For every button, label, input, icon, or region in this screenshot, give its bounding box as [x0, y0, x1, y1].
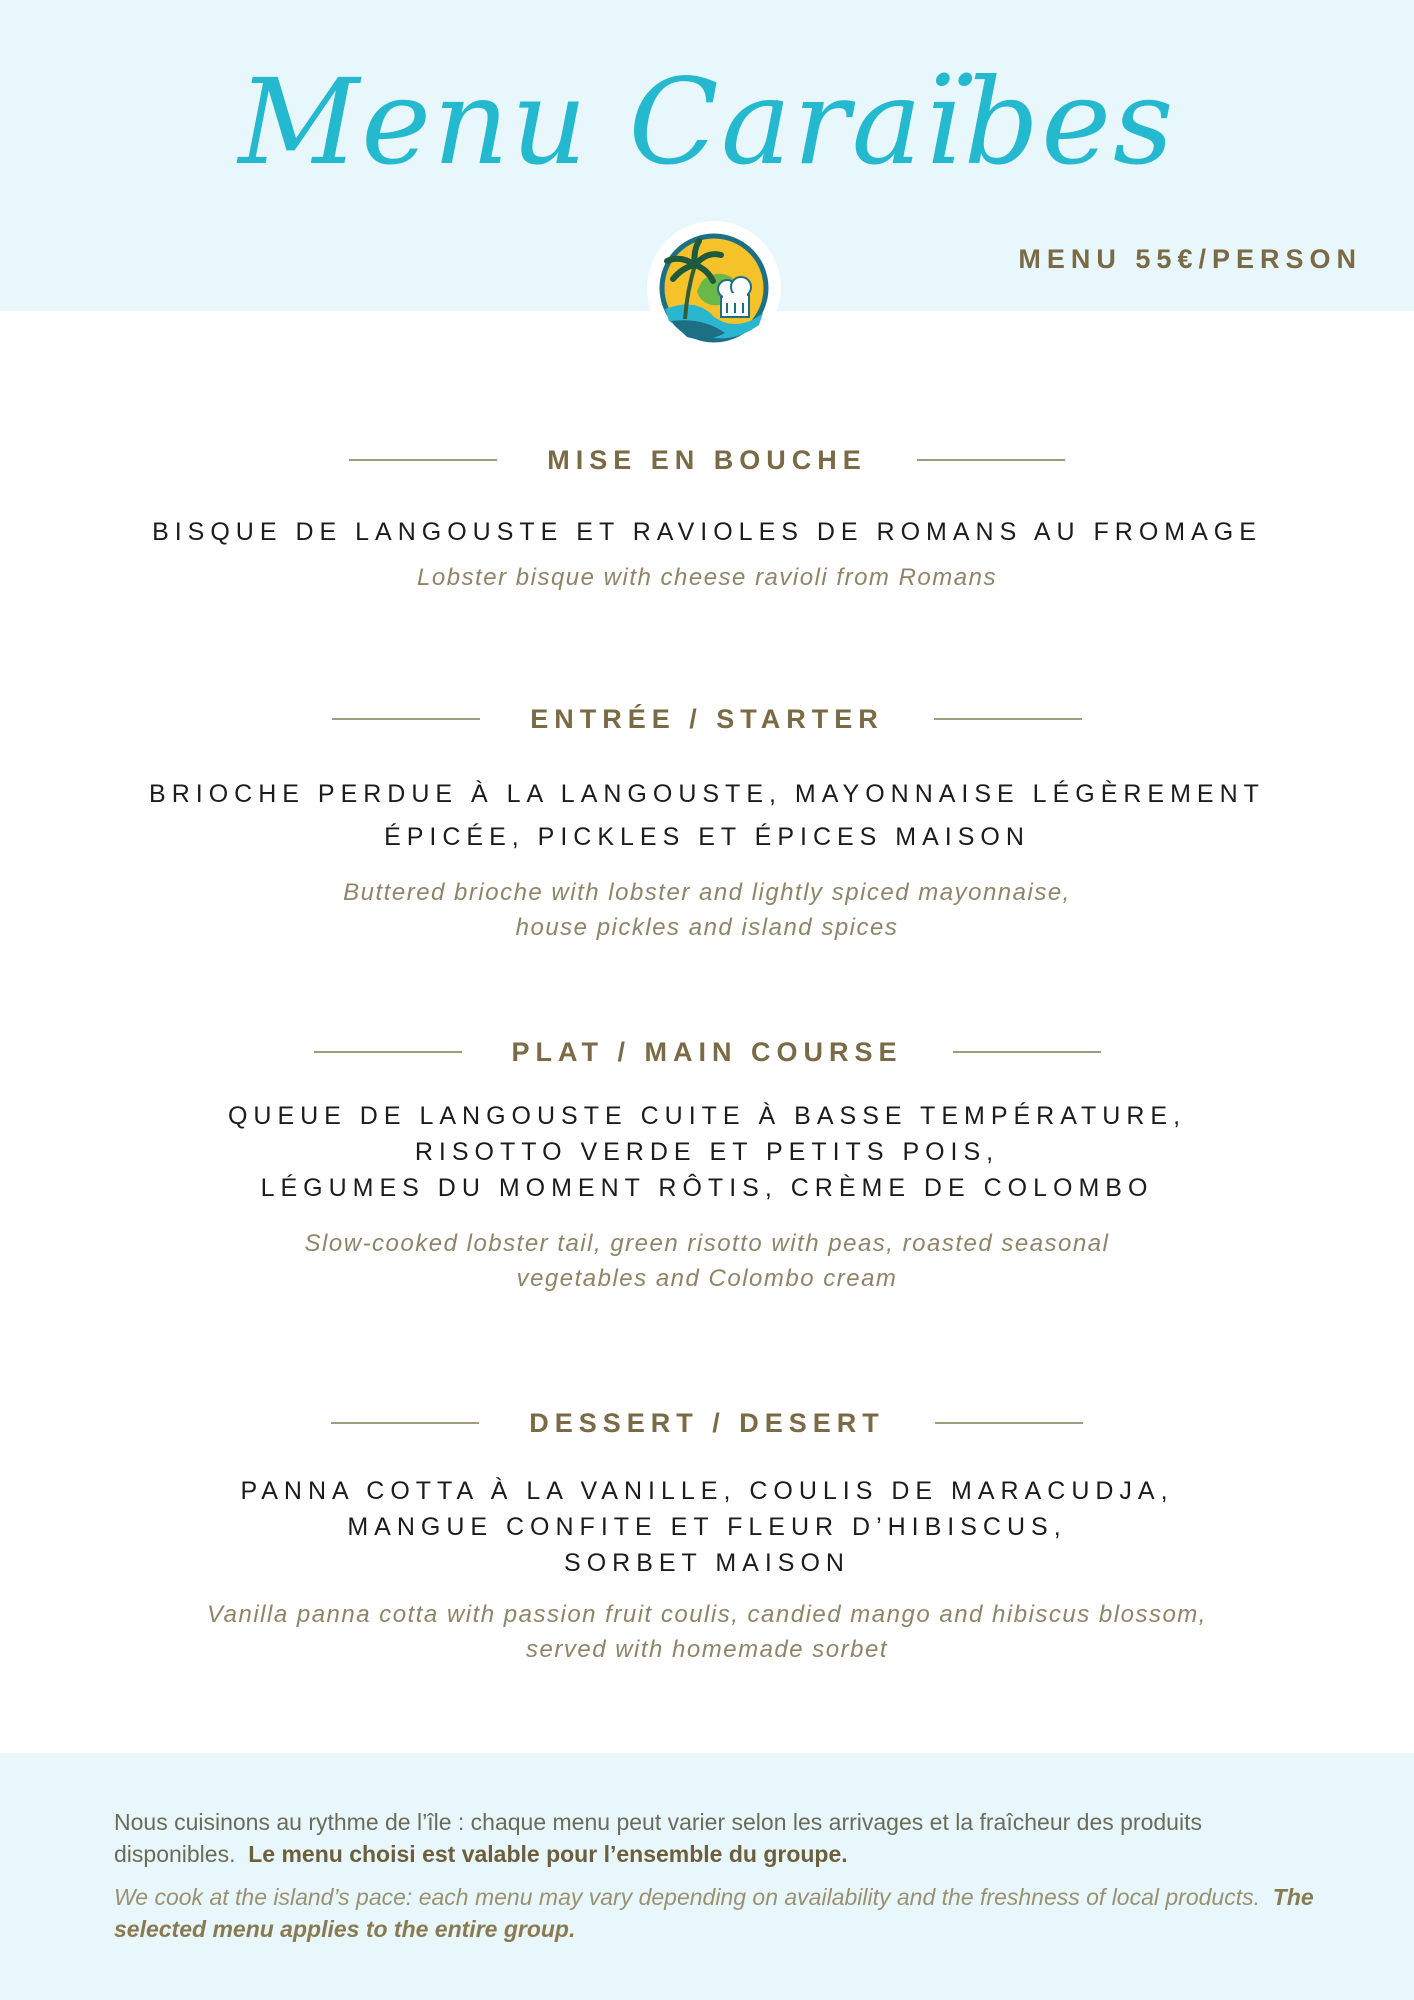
divider [935, 1422, 1083, 1424]
divider [953, 1051, 1101, 1053]
section-entree [0, 699, 1414, 945]
dish-english-line: Lobster bisque with cheese ravioli from Romans [417, 564, 997, 591]
footer-english-bold: The selected menu applies to the entire group. [114, 1884, 1314, 1942]
divider [349, 459, 497, 461]
divider [332, 718, 480, 720]
dish-french-line: MANGUE CONFITE ET FLEUR D’HIBISCUS, [347, 1513, 1067, 1541]
divider [917, 459, 1065, 461]
palm-island-chef-logo-icon [647, 221, 781, 355]
section-heading [0, 1403, 1414, 1443]
dish-english [0, 1597, 1414, 1667]
section-heading [0, 1032, 1414, 1072]
footer-french-text: Nous cuisinons au rythme de l’île : chaque menu peut varier selon les arrivages et la fraîcheur des produits disponibles. [114, 1809, 1202, 1867]
dish-french-line: ÉPICÉE, PICKLES ET ÉPICES MAISON [384, 823, 1030, 851]
dish-french [0, 514, 1414, 550]
section-title: MISE EN BOUCHE [547, 444, 867, 475]
footer-band [0, 1753, 1414, 2000]
dish-english-line: Buttered brioche with lobster and lightly spiced mayonnaise, [343, 879, 1071, 906]
dish-french [0, 1098, 1414, 1206]
menu-title: Menu Caraïbes [238, 53, 1176, 191]
dish-english-line: Vanilla panna cotta with passion fruit coulis, candied mango and hibiscus blossom, [207, 1601, 1207, 1628]
footer-note-french [114, 1806, 1314, 1870]
footer-note-english [114, 1881, 1314, 1945]
dish-english-line: vegetables and Colombo cream [516, 1265, 898, 1292]
footer-english-text: We cook at the island’s pace: each menu may vary depending on availability and the freshness of local products. [114, 1884, 1260, 1910]
dish-french-line: SORBET MAISON [564, 1549, 850, 1577]
menu-price: MENU 55€/PERSON [1018, 244, 1362, 274]
dish-french [0, 773, 1414, 859]
dish-french-line: BRIOCHE PERDUE À LA LANGOUSTE, MAYONNAISE LÉGÈREMENT [149, 780, 1265, 808]
section-heading [0, 440, 1414, 480]
dish-english [0, 560, 1414, 595]
dish-english [0, 1226, 1414, 1296]
dish-french-line: LÉGUMES DU MOMENT RÔTIS, CRÈME DE COLOMBO [260, 1174, 1154, 1202]
section-dessert [0, 1403, 1414, 1667]
section-title: DESSERT / DESERT [529, 1407, 885, 1438]
dish-french [0, 1473, 1414, 1581]
footer-french-bold: Le menu choisi est valable pour l’ensemble du groupe. [248, 1841, 848, 1867]
dish-english-line: house pickles and island spices [515, 914, 899, 941]
dish-english-line: Slow-cooked lobster tail, green risotto with peas, roasted seasonal [304, 1230, 1110, 1257]
divider [314, 1051, 462, 1053]
section-title: PLAT / MAIN COURSE [511, 1036, 903, 1067]
dish-french-line: PANNA COTTA À LA VANILLE, COULIS DE MARACUDJA, [240, 1477, 1174, 1505]
divider [331, 1422, 479, 1424]
section-heading [0, 699, 1414, 739]
dish-french-line: QUEUE DE LANGOUSTE CUITE À BASSE TEMPÉRATURE, [227, 1102, 1187, 1130]
dish-english-line: served with homemade sorbet [526, 1636, 888, 1663]
dish-english [0, 875, 1414, 945]
section-plat [0, 1032, 1414, 1296]
dish-french-line: BISQUE DE LANGOUSTE ET RAVIOLES DE ROMANS AU FROMAGE [152, 518, 1262, 546]
dish-french-line: RISOTTO VERDE ET PETITS POIS, [414, 1138, 1000, 1166]
section-title: ENTRÉE / STARTER [530, 703, 884, 734]
divider [934, 718, 1082, 720]
section-mise-en-bouche [0, 440, 1414, 595]
